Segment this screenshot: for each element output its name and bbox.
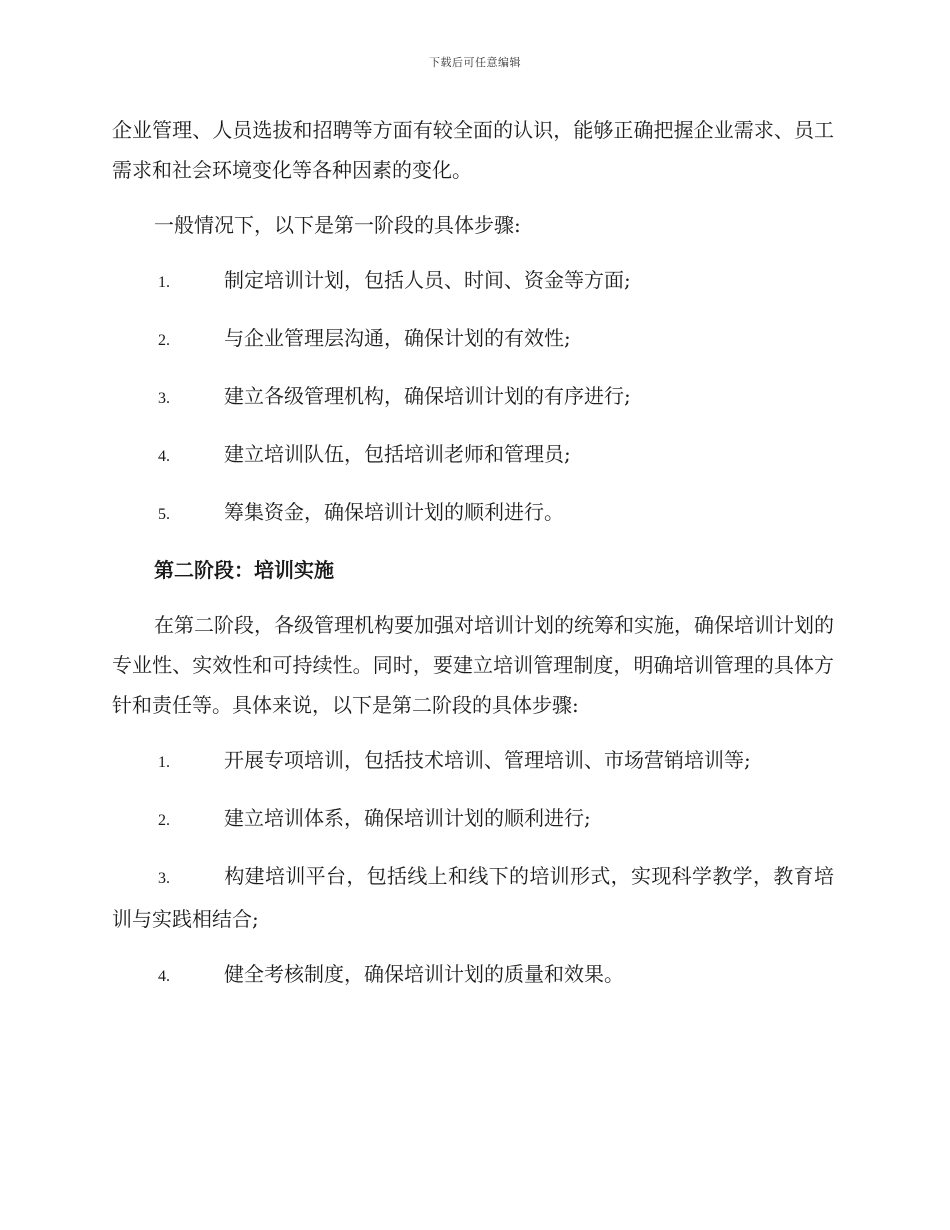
list-item — [112, 376, 834, 419]
section1-step-list — [112, 260, 834, 535]
section1-intro: 一般情况下，以下是第一阶段的具体步骤: — [154, 213, 521, 237]
page-header: 下载后可任意编辑 — [429, 56, 521, 69]
list-item-text: 筹集资金，确保培训计划的顺利进行。 — [224, 500, 564, 524]
list-item-number: 5. — [158, 506, 170, 523]
list-item-number: 4. — [158, 448, 170, 465]
list-item-number: 1. — [158, 754, 170, 771]
list-item-number: 2. — [158, 812, 170, 829]
list-item-text: 健全考核制度，确保培训计划的质量和效果。 — [224, 962, 624, 986]
section2-step-list — [112, 740, 834, 997]
continuation-paragraph: 企业管理、人员选拔和招聘等方面有较全面的认识，能够正确把握企业需求、员工需求和社会环境变化等各种因素的变化。 — [112, 118, 834, 182]
list-item-number: 1. — [158, 274, 170, 291]
document-body — [112, 110, 834, 1012]
list-item-number: 3. — [158, 870, 170, 887]
list-item-text: 制定培训计划，包括人员、时间、资金等方面; — [224, 268, 631, 292]
list-item — [112, 740, 834, 783]
list-item-number: 3. — [158, 390, 170, 407]
list-item — [112, 318, 834, 361]
list-item — [112, 954, 834, 997]
list-item — [112, 798, 834, 841]
section2-intro: 在第二阶段，各级管理机构要加强对培训计划的统筹和实施，确保培训计划的专业性、实效性和可持续性。同时，要建立培训管理制度，明确培训管理的具体方针和责任等。具体来说，以下是第二阶段的具体步骤: — [112, 613, 834, 717]
list-item-text: 建立培训体系，确保培训计划的顺利进行; — [224, 806, 591, 830]
list-item-text: 建立各级管理机构，确保培训计划的有序进行; — [224, 384, 631, 408]
list-item-number: 2. — [158, 332, 170, 349]
list-item — [112, 260, 834, 303]
list-item-text: 构建培训平台，包括线上和线下的培训形式，实现科学教学，教育培训与实践相结合; — [112, 864, 834, 931]
section2-heading: 第二阶段：培训实施 — [154, 558, 334, 582]
list-item — [112, 492, 834, 535]
list-item — [112, 856, 834, 939]
list-item — [112, 434, 834, 477]
list-item-text: 开展专项培训，包括技术培训、管理培训、市场营销培训等; — [224, 748, 751, 772]
list-item-text: 建立培训队伍，包括培训老师和管理员; — [224, 442, 571, 466]
list-item-text: 与企业管理层沟通，确保计划的有效性; — [224, 326, 571, 350]
list-item-number: 4. — [158, 968, 170, 985]
